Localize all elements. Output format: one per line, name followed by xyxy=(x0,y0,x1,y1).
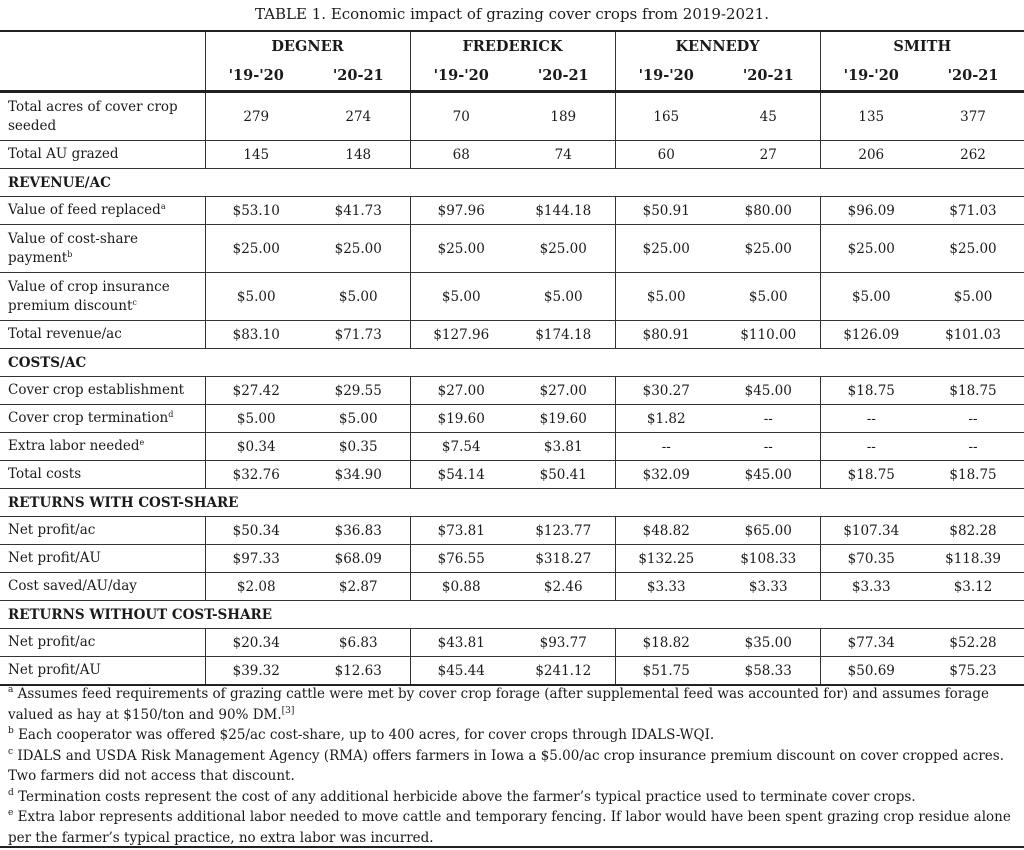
value-cell: $25.00 xyxy=(717,225,820,273)
value-cell: 45 xyxy=(717,92,820,141)
row-label-text: Net profit/ac xyxy=(8,522,96,538)
year-header: '19-'20 xyxy=(820,61,922,92)
table-row xyxy=(0,433,1024,461)
table-row xyxy=(0,92,1024,141)
section-header: RETURNS WITHOUT COST-SHARE xyxy=(0,601,1024,629)
table-row xyxy=(0,321,1024,349)
row-label-text: Total revenue/ac xyxy=(8,326,122,342)
footnote-text: Each cooperator was offered $25/ac cost-share, up to 400 acres, for cover crops through IDALS-WQI. xyxy=(18,727,715,743)
value-cell: $5.00 xyxy=(512,273,615,321)
value-cell: $76.55 xyxy=(410,545,512,573)
value-cell: 74 xyxy=(512,141,615,169)
value-cell: $5.00 xyxy=(307,405,410,433)
value-cell: -- xyxy=(922,433,1024,461)
footnote xyxy=(8,725,1024,746)
value-cell: $50.34 xyxy=(205,517,307,545)
value-cell: $5.00 xyxy=(922,273,1024,321)
value-cell: 70 xyxy=(410,92,512,141)
value-cell: $25.00 xyxy=(205,225,307,273)
footnote-marker: b xyxy=(8,726,14,736)
value-cell: $3.12 xyxy=(922,573,1024,601)
bottom-rule xyxy=(0,846,1024,848)
row-label-text: Total costs xyxy=(8,466,82,482)
value-cell: 148 xyxy=(307,141,410,169)
value-cell: $174.18 xyxy=(512,321,615,349)
footnote-marker: d xyxy=(8,787,14,798)
year-header: '19-'20 xyxy=(615,61,717,92)
value-cell: $68.09 xyxy=(307,545,410,573)
value-cell: $29.55 xyxy=(307,377,410,405)
table-row xyxy=(0,405,1024,433)
row-label-text: Total AU grazed xyxy=(8,146,119,162)
section-header-row xyxy=(0,169,1024,197)
value-cell: -- xyxy=(922,405,1024,433)
value-cell: $12.63 xyxy=(307,657,410,686)
value-cell: $41.73 xyxy=(307,197,410,225)
footnote-marker: d xyxy=(168,410,174,419)
value-cell: $18.75 xyxy=(922,461,1024,489)
value-cell: $2.46 xyxy=(512,573,615,601)
value-cell: $3.81 xyxy=(512,433,615,461)
footnote-text: Termination costs represent the cost of any additional herbicide above the farmer’s typical practice used to terminate cover crops. xyxy=(18,788,916,805)
footnote-marker: e xyxy=(8,808,14,818)
value-cell: $65.00 xyxy=(717,517,820,545)
value-cell: $3.33 xyxy=(615,573,717,601)
value-cell: $0.35 xyxy=(307,433,410,461)
value-cell: $5.00 xyxy=(820,273,922,321)
row-label-text: Net profit/AU xyxy=(8,550,101,566)
value-cell: $18.75 xyxy=(820,461,922,489)
value-cell: $82.28 xyxy=(922,517,1024,545)
footnote-marker: a xyxy=(160,202,166,211)
value-cell: 60 xyxy=(615,141,717,169)
economic-impact-table xyxy=(0,30,1024,686)
value-cell: $25.00 xyxy=(410,225,512,273)
farm-header: DEGNER xyxy=(205,31,410,61)
footnote-marker: b xyxy=(67,249,73,259)
value-cell: $25.00 xyxy=(615,225,717,273)
row-label xyxy=(0,545,205,573)
value-cell: 27 xyxy=(717,141,820,169)
table-row xyxy=(0,629,1024,657)
table-row xyxy=(0,377,1024,405)
row-label-text: Total acres of cover crop seeded xyxy=(8,98,178,134)
value-cell: $5.00 xyxy=(410,273,512,321)
value-cell: $80.91 xyxy=(615,321,717,349)
value-cell: $2.08 xyxy=(205,573,307,601)
value-cell: $45.00 xyxy=(717,377,820,405)
row-label xyxy=(0,92,205,141)
value-cell: -- xyxy=(615,433,717,461)
value-cell: $80.00 xyxy=(717,197,820,225)
value-cell: $25.00 xyxy=(512,225,615,273)
value-cell: 274 xyxy=(307,92,410,141)
footnote-marker: a xyxy=(8,685,14,695)
value-cell: $5.00 xyxy=(307,273,410,321)
footnote-text: Assumes feed requirements of grazing cattle were met by cover crop forage (after supplemental feed was accounted for) and assumes forage valued as hay at $150/ton and 90% DM. xyxy=(8,686,989,723)
footnote-text: IDALS and USDA Risk Management Agency (RMA) offers farmers in Iowa a $5.00/ac crop insurance premium discount on cover cropped acres. Two farmers did not access that discount. xyxy=(8,747,1005,784)
value-cell: 68 xyxy=(410,141,512,169)
farm-header: KENNEDY xyxy=(615,31,820,61)
footnote-marker: c xyxy=(8,746,14,757)
value-cell: $30.27 xyxy=(615,377,717,405)
section-header-row xyxy=(0,489,1024,517)
row-label-text: Cover crop termination xyxy=(8,410,169,426)
value-cell: 145 xyxy=(205,141,307,169)
value-cell: $97.96 xyxy=(410,197,512,225)
value-cell: 135 xyxy=(820,92,922,141)
row-label-text: Value of cost-share payment xyxy=(8,230,138,266)
value-cell: $58.33 xyxy=(717,657,820,686)
table-row xyxy=(0,573,1024,601)
table-row xyxy=(0,517,1024,545)
year-header: '20-21 xyxy=(717,61,820,92)
year-header-row xyxy=(0,61,1024,92)
value-cell: $318.27 xyxy=(512,545,615,573)
value-cell: $0.88 xyxy=(410,573,512,601)
row-label xyxy=(0,629,205,657)
row-label-text: Net profit/ac xyxy=(8,634,96,650)
table-row xyxy=(0,197,1024,225)
value-cell: $132.25 xyxy=(615,545,717,573)
value-cell: $127.96 xyxy=(410,321,512,349)
value-cell: 206 xyxy=(820,141,922,169)
value-cell: $27.00 xyxy=(512,377,615,405)
value-cell: -- xyxy=(820,433,922,461)
value-cell: $1.82 xyxy=(615,405,717,433)
row-label xyxy=(0,197,205,225)
value-cell: $53.10 xyxy=(205,197,307,225)
value-cell: 189 xyxy=(512,92,615,141)
farm-header-row xyxy=(0,31,1024,61)
row-label xyxy=(0,433,205,461)
value-cell: $123.77 xyxy=(512,517,615,545)
value-cell: $83.10 xyxy=(205,321,307,349)
value-cell: $70.35 xyxy=(820,545,922,573)
value-cell: 377 xyxy=(922,92,1024,141)
value-cell: $48.82 xyxy=(615,517,717,545)
value-cell: $19.60 xyxy=(410,405,512,433)
row-label xyxy=(0,273,205,321)
value-cell: $5.00 xyxy=(205,405,307,433)
value-cell: $18.75 xyxy=(922,377,1024,405)
value-cell: $97.33 xyxy=(205,545,307,573)
year-header: '20-21 xyxy=(922,61,1024,92)
value-cell: $101.03 xyxy=(922,321,1024,349)
value-cell: $96.09 xyxy=(820,197,922,225)
value-cell: $71.03 xyxy=(922,197,1024,225)
corner-cell xyxy=(0,31,205,61)
value-cell: $3.33 xyxy=(820,573,922,601)
value-cell: $43.81 xyxy=(410,629,512,657)
value-cell: $2.87 xyxy=(307,573,410,601)
value-cell: $0.34 xyxy=(205,433,307,461)
value-cell: $32.09 xyxy=(615,461,717,489)
value-cell: $77.34 xyxy=(820,629,922,657)
table-row xyxy=(0,225,1024,273)
footnote xyxy=(8,746,1024,787)
section-header: REVENUE/AC xyxy=(0,169,1024,197)
row-label-text: Net profit/AU xyxy=(8,662,101,678)
value-cell: $118.39 xyxy=(922,545,1024,573)
value-cell: $50.69 xyxy=(820,657,922,686)
row-label xyxy=(0,657,205,686)
section-header-row xyxy=(0,349,1024,377)
value-cell: $45.44 xyxy=(410,657,512,686)
value-cell: $45.00 xyxy=(717,461,820,489)
value-cell: $126.09 xyxy=(820,321,922,349)
row-label xyxy=(0,405,205,433)
footnote xyxy=(8,807,1024,848)
value-cell: $51.75 xyxy=(615,657,717,686)
value-cell: $18.82 xyxy=(615,629,717,657)
value-cell: $36.83 xyxy=(307,517,410,545)
value-cell: $32.76 xyxy=(205,461,307,489)
table-caption: TABLE 1. Economic impact of grazing cover crops from 2019-2021. xyxy=(255,5,769,23)
section-header: RETURNS WITH COST-SHARE xyxy=(0,489,1024,517)
value-cell: $5.00 xyxy=(717,273,820,321)
value-cell: $108.33 xyxy=(717,545,820,573)
value-cell: $50.91 xyxy=(615,197,717,225)
value-cell: $107.34 xyxy=(820,517,922,545)
table-row xyxy=(0,141,1024,169)
value-cell: $20.34 xyxy=(205,629,307,657)
row-label-text: Value of crop insurance premium discount xyxy=(8,278,170,314)
row-label xyxy=(0,461,205,489)
value-cell: $27.00 xyxy=(410,377,512,405)
value-cell: $25.00 xyxy=(820,225,922,273)
row-label xyxy=(0,517,205,545)
row-label-text: Value of feed replaced xyxy=(8,202,161,218)
year-header: '19-'20 xyxy=(205,61,307,92)
footnotes xyxy=(0,684,1024,848)
row-label xyxy=(0,141,205,169)
row-label-text: Extra labor needed xyxy=(8,438,140,454)
row-label xyxy=(0,321,205,349)
row-label-text: Cost saved/AU/day xyxy=(8,578,137,594)
value-cell: $93.77 xyxy=(512,629,615,657)
value-cell: $34.90 xyxy=(307,461,410,489)
value-cell: $75.23 xyxy=(922,657,1024,686)
value-cell: $71.73 xyxy=(307,321,410,349)
value-cell: $18.75 xyxy=(820,377,922,405)
value-cell: $25.00 xyxy=(307,225,410,273)
value-cell: -- xyxy=(717,433,820,461)
row-label xyxy=(0,573,205,601)
value-cell: $6.83 xyxy=(307,629,410,657)
reference-marker: [3] xyxy=(281,705,295,716)
section-header: COSTS/AC xyxy=(0,349,1024,377)
table-row xyxy=(0,273,1024,321)
value-cell: $27.42 xyxy=(205,377,307,405)
value-cell: $144.18 xyxy=(512,197,615,225)
table-row xyxy=(0,545,1024,573)
value-cell: 262 xyxy=(922,141,1024,169)
footnote xyxy=(8,787,1024,808)
value-cell: $110.00 xyxy=(717,321,820,349)
value-cell: $35.00 xyxy=(717,629,820,657)
value-cell: $19.60 xyxy=(512,405,615,433)
value-cell: -- xyxy=(717,405,820,433)
value-cell: $5.00 xyxy=(615,273,717,321)
value-cell: $73.81 xyxy=(410,517,512,545)
value-cell: $54.14 xyxy=(410,461,512,489)
corner-cell xyxy=(0,61,205,92)
value-cell: $25.00 xyxy=(922,225,1024,273)
footnote-marker: e xyxy=(139,438,145,447)
value-cell: 279 xyxy=(205,92,307,141)
table-row xyxy=(0,461,1024,489)
table-row xyxy=(0,657,1024,686)
row-label xyxy=(0,225,205,273)
value-cell: $5.00 xyxy=(205,273,307,321)
value-cell: $3.33 xyxy=(717,573,820,601)
farm-header: SMITH xyxy=(820,31,1024,61)
value-cell: $39.32 xyxy=(205,657,307,686)
farm-header: FREDERICK xyxy=(410,31,615,61)
year-header: '19-'20 xyxy=(410,61,512,92)
year-header: '20-21 xyxy=(512,61,615,92)
value-cell: 165 xyxy=(615,92,717,141)
value-cell: $52.28 xyxy=(922,629,1024,657)
row-label-text: Cover crop establishment xyxy=(8,382,185,398)
footnote-marker: c xyxy=(132,297,137,307)
year-header: '20-21 xyxy=(307,61,410,92)
footnote-text: Extra labor represents additional labor needed to move cattle and temporary fencing. If labor would have been spent grazing crop residue alone per the farmer’s typical practice, no extra labor was incurred. xyxy=(8,809,1011,846)
row-label xyxy=(0,377,205,405)
section-header-row xyxy=(0,601,1024,629)
footnote xyxy=(8,684,1024,725)
value-cell: $241.12 xyxy=(512,657,615,686)
value-cell: $7.54 xyxy=(410,433,512,461)
value-cell: -- xyxy=(820,405,922,433)
value-cell: $50.41 xyxy=(512,461,615,489)
